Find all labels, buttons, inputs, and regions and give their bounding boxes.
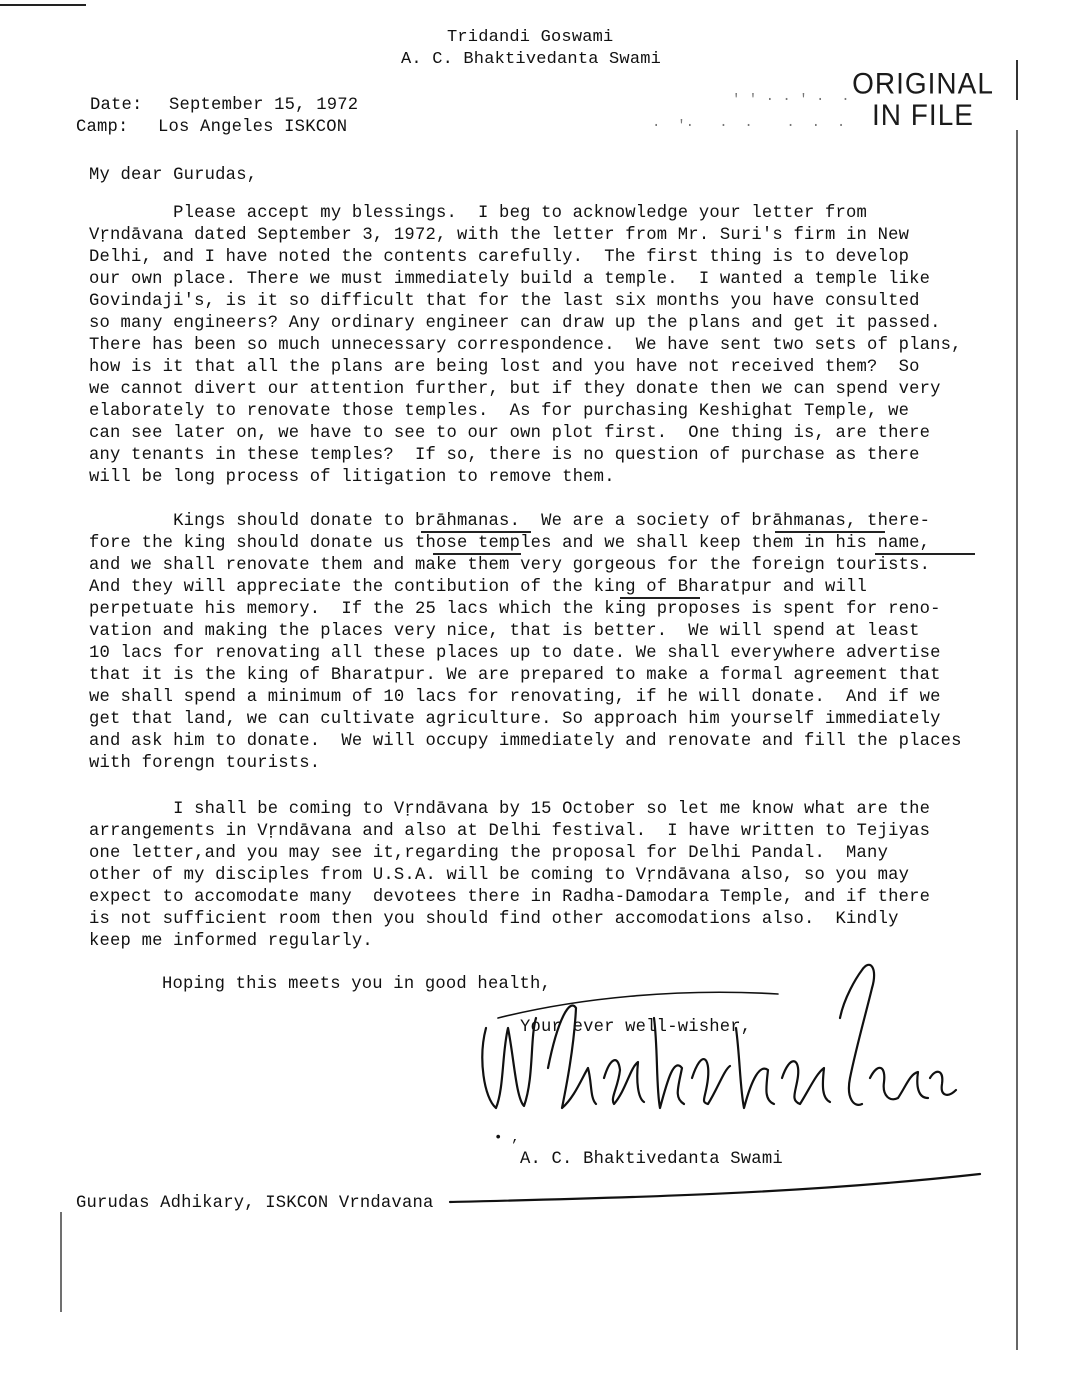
underline-mark xyxy=(620,597,700,599)
underline-mark xyxy=(433,553,521,555)
original-in-file-stamp xyxy=(848,69,998,132)
paragraph-line: perpetuate his memory. If the 25 lacs which the king proposes is spent for reno- xyxy=(89,600,941,619)
underline-mark xyxy=(421,531,531,533)
top-edge-mark xyxy=(0,4,86,6)
paragraph-line: that it is the king of Bharatpur. We are prepared to make a formal agreement that xyxy=(89,666,941,685)
salutation: My dear Gurudas, xyxy=(89,166,258,185)
paragraph-line: so many engineers? Any ordinary engineer can draw up the plans and get it passed. xyxy=(89,314,941,333)
paragraph-line: vation and making the places very nice, that is better. We will spend at least xyxy=(89,622,920,641)
paragraph-line: any tenants in these temples? If so, there is no question of purchase as there xyxy=(89,446,920,465)
paragraph-line: and we shall renovate them and make them very gorgeous for the foreign tourists. xyxy=(89,556,931,575)
stamp-smudge: · '· · · · · · xyxy=(652,118,846,134)
camp-value: Los Angeles ISKCON xyxy=(158,118,348,137)
handwritten-signature xyxy=(478,958,958,1158)
left-page-edge xyxy=(60,1212,62,1312)
paragraph-line: Please accept my blessings. I beg to acknowledge your letter from xyxy=(89,204,868,223)
paragraph-line: our own place. There we must immediately build a temple. I wanted a temple like xyxy=(89,270,931,289)
paragraph-line: 10 lacs for renovating all these places up to date. We shall everywhere advertise xyxy=(89,644,941,663)
signature-dot: • , xyxy=(494,1130,520,1146)
camp-label: Camp: xyxy=(76,118,129,137)
recipient: Gurudas Adhikary, ISKCON Vrndavana xyxy=(76,1194,434,1213)
date-label: Date: xyxy=(90,96,143,115)
paragraph-line: expect to accomodate many devotees there in Radha-Damodara Temple, and if there xyxy=(89,888,931,907)
paragraph-line: Vṛndāvana dated September 3, 1972, with the letter from Mr. Suri's firm in New xyxy=(89,226,910,245)
underline-mark xyxy=(875,553,975,555)
stamp-smudge: ' ' · · ' · · xyxy=(732,92,850,108)
paragraph-line: other of my disciples from U.S.A. will be coming to Vṛndāvana also, so you may xyxy=(89,866,910,885)
letterhead-name: A. C. Bhaktivedanta Swami xyxy=(401,50,662,69)
paragraph-line: fore the king should donate us those temples and we shall keep them in his name, xyxy=(89,534,931,553)
stamp-line-1: ORIGINAL xyxy=(852,67,994,100)
letterhead-title: Tridandi Goswami xyxy=(447,28,614,47)
paragraph-line: and ask him to donate. We will occupy immediately and renovate and fill the places xyxy=(89,732,962,751)
paragraph-line: get that land, we can cultivate agriculture. So approach him yourself immediately xyxy=(89,710,941,729)
right-page-edge xyxy=(1016,130,1018,1350)
underline-mark xyxy=(775,531,885,533)
paragraph-line: Kings should donate to brāhmanas. We are a society of brāhmanas, there- xyxy=(89,512,931,531)
right-page-edge xyxy=(1016,60,1018,100)
closing-hoping: Hoping this meets you in good health, xyxy=(162,975,552,994)
signature-underline-stroke xyxy=(440,1168,1000,1208)
paragraph-line: will be long process of litigation to remove them. xyxy=(89,468,615,487)
stamp-line-2: IN FILE xyxy=(872,98,974,132)
paragraph-line: with forengn tourists. xyxy=(89,754,321,773)
paragraph-line: arrangements in Vṛndāvana and also at Delhi festival. I have written to Tejiyas xyxy=(89,822,931,841)
paragraph-line: is not sufficient room then you should find other accomodations also. Kindly xyxy=(89,910,899,929)
paragraph-line: Delhi, and I have noted the contents carefully. The first thing is to develop xyxy=(89,248,910,267)
paragraph-line: can see later on, we have to see to our own plot first. One thing is, are there xyxy=(89,424,931,443)
paragraph-line: I shall be coming to Vṛndāvana by 15 October so let me know what are the xyxy=(89,800,931,819)
paragraph-line: one letter,and you may see it,regarding the proposal for Delhi Pandal. Many xyxy=(89,844,889,863)
paragraph-line: elaborately to renovate those temples. As for purchasing Keshighat Temple, we xyxy=(89,402,910,421)
paragraph-line: There has been so much unnecessary correspondence. We have sent two sets of plans, xyxy=(89,336,962,355)
date-value: September 15, 1972 xyxy=(169,96,359,115)
paragraph-line: keep me informed regularly. xyxy=(89,932,373,951)
signed-name: A. C. Bhaktivedanta Swami xyxy=(520,1150,783,1169)
paragraph-line: Govindaji's, is it so difficult that for the last six months you have consulted xyxy=(89,292,920,311)
paragraph-line: And they will appreciate the contibution of the king of Bharatpur and will xyxy=(89,578,868,597)
paragraph-line: we cannot divert our attention further, but if they donate then we can spend very xyxy=(89,380,941,399)
paragraph-line: we shall spend a minimum of 10 lacs for renovating, if he will donate. And if we xyxy=(89,688,941,707)
closing-wisher: Your ever well-wisher, xyxy=(520,1018,752,1037)
paragraph-line: how is it that all the plans are being lost and you have not received them? So xyxy=(89,358,920,377)
